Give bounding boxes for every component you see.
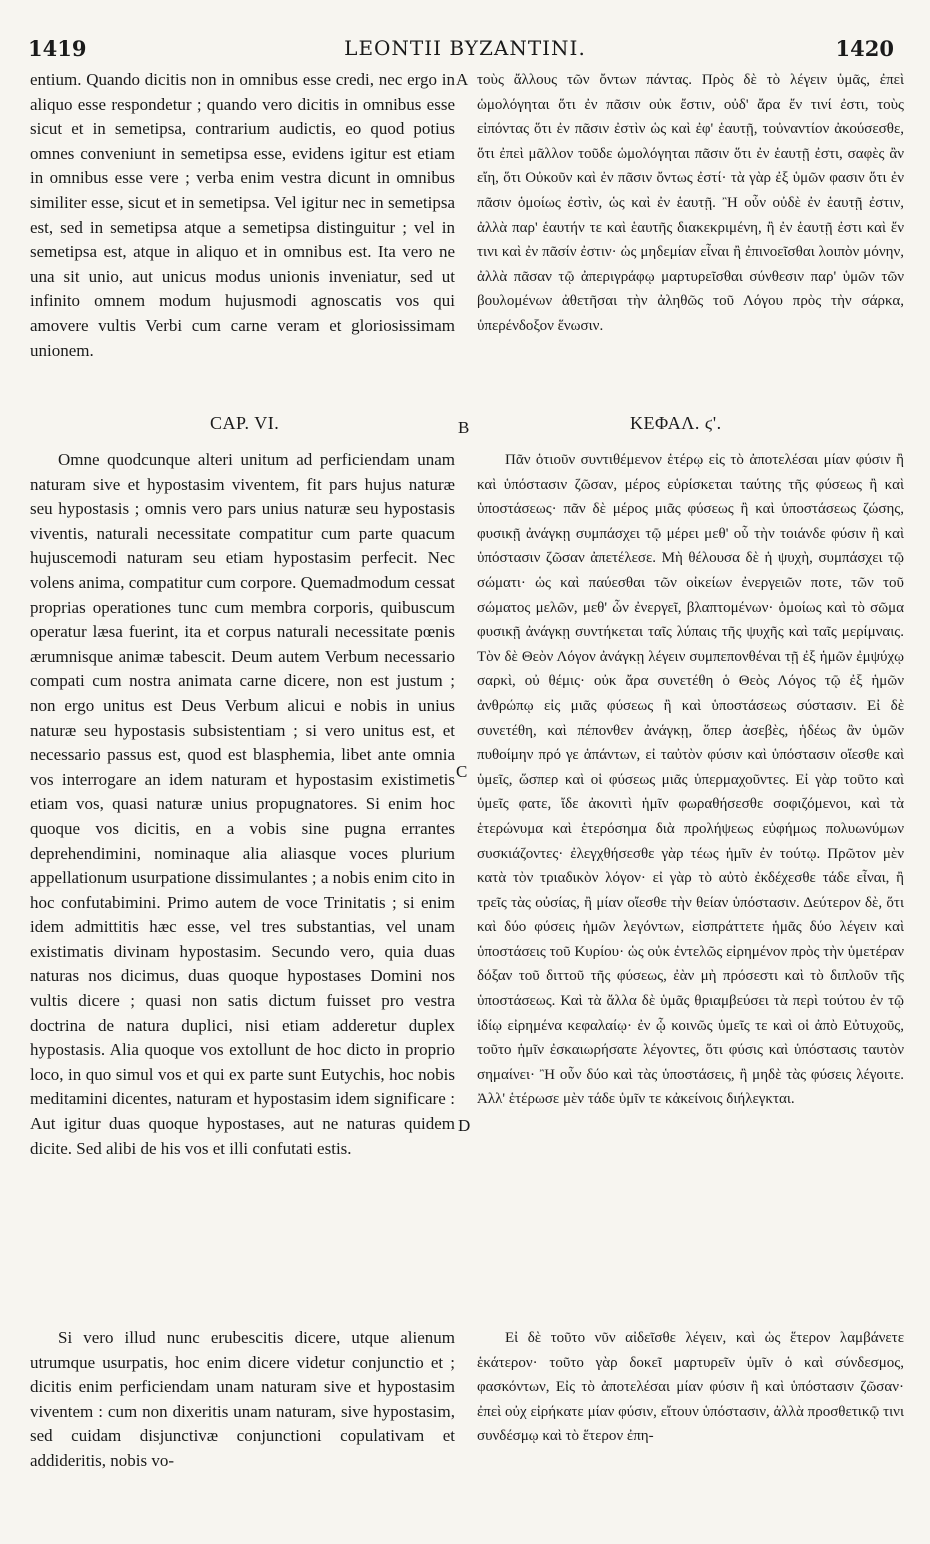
margin-marker-d: D (458, 1116, 471, 1135)
greek-paragraph-2: Πᾶν ὁτιοῦν συντιθέμενον ἑτέρῳ εἰς τὸ ἀποτελέσαι μίαν φύσιν ἢ καὶ ὑπόστασιν ζῶσαν, μέρος εὑρίσκεται ταύτης τῆς φύσεως ἢ καὶ ὑποστάσεως· πᾶν δὲ μέρος μιᾶς φύσεως ἢ καὶ ὑποστάσεως ζώσης, φυσικῇ ἀνάγκῃ συμπάσχει τῷ μέρει μεθ' οὗ τὴν τοιάνδε φύσιν ἢ καὶ ὑπόστασιν ζῶσαν ἀπετέλεσε. Μὴ θέλουσα δὲ ἡ ψυχὴ, συμπάσχει τῷ σώματι· ὡς καὶ παύεσθαι τῶν οἰκείων ἐνεργειῶν ποτε, τῶν τοῦ σώματος μελῶν, μεθ' ὧν ἐνεργεῖ, βλαπτομένων· ὁμοίως καὶ τὸ σῶμα φυσικῇ ἀνάγκῃ συντήκεται ταῖς λύπαις τῆς ψυχῆς καὶ ταῖς μερίμναις. Τὸν δὲ Θεὸν Λόγον ἀνάγκῃ λέγειν συμπεπονθέναι τῇ ἐξ ἡμῶν ἐμψύχῳ σαρκὶ, οὐ θέμις· οὐκ ἄρα συνετέθη ὁ Θεὸς Λόγος τῷ ἐξ ἡμῶν ἀνθρώπῳ εἰς μιᾶς φύσεως ἢ καὶ ὑποστάσεως σύστασιν. Εἰ δὲ συνετέθη, καὶ πέπονθεν ἀνάγκῃ, ὅπερ ἀσεβὲς, ἡδέως ἂν ὑμῶν πυθοίμην πρό γε ἁπάντων, εἰ ταὐτὸν φύσιν καὶ ὑπόστασιν οἴεσθε καὶ ὑμεῖς, ὥσπερ καὶ οἱ φύσεως μιᾶς ὑπερμαχοῦντες. Εἰ γὰρ τοῦτο καὶ ὑμεῖς φατε, ἴδε ἀκονιτὶ ἡμῖν φωραθήσεσθε σοφιζόμενοι, καὶ τὰ ἑτερώνυμα καὶ ἑτερόσημα διὰ προλήψεως εὐφήμως πολυωνύμων συσκιάζοντες· ἐλεγχθήσεσθε γὰρ τέως ἡμῖν ἐν τούτῳ. Πρῶτον μὲν κατὰ τὸν τριαδικὸν λόγον· εἰ γὰρ τὸ αὐτὸ ἐκδέχεσθε τάδε εἶναι, ἢ τρεῖς τὰς οὐσίας, ἢ μίαν οἴεσθε τὴν θείαν ὑπόστασιν. Δεύτερον δὲ, ὅτι καὶ δύο φύσεις ἡμῶν λεγόντων, εἰσπράττετε ἡμᾶς δύο λέγειν καὶ ὑποστάσεις τοῦ Κυρίου· ὡς οὐκ ἐντελῶς εἰρημένον πρὸς τὴν ὑμετέραν δόξαν τοῦ διττοῦ τῆς φύσεως, ἐὰν μὴ πρόσεστι καὶ τὸ διπλοῦν τῆς ὑποστάσεως. Καὶ τὰ ἄλλα δὲ ὑμᾶς θριαμβεύσει τὰ περὶ τούτου ἐν τῷ ἰδίῳ εἰρημένα κεφαλαίῳ· ἐν ᾧ κοινῶς ὑμεῖς τε καὶ οἱ ἀπὸ Εὐτυχοῦς, τοῦτο ἡμῖν ἐσκαιωρήσατε λέγοντες, ὅτι φύσις καὶ ὑπόστασις ταυτὸν σημαίνει· Ἢ οὖν δύο καὶ τὰς ὑποστάσεις, ἢ μηδὲ τὰς φύσεις λέγοιτε. Ἀλλ' ἑτέρωσε μὲν τάδε ὑμῖν τε κἀκείνοις διήλεγκται. (477, 452, 904, 1108)
latin-chapter-heading: CAP. VI. (210, 413, 280, 433)
latin-paragraph-3-block (30, 1326, 455, 1486)
greek-paragraph-1-block (477, 68, 904, 398)
margin-marker-b: B (458, 418, 470, 437)
latin-paragraph-1-block (30, 68, 455, 398)
latin-paragraph-2: Omne quodcunque alteri unitum ad perficiendam unam naturam sive et hypostasim viventem, fit pars hujus naturæ seu hypostasis ; omnis vero pars unius naturæ seu hypostasis viventis, naturali necessitate compatitur cum parte quacum hujuscemodi naturam seu etiam hypostasim perfecit. Nec volens anima, compatitur cum corpore. Quemadmodum cessat proprias operationes tunc cum membra corporis, quibuscum operatur læsa fuerint, ita et corpus naturali necessitate pœnis ærumnisque animæ tabescit. Deum autem Verbum necessario compati cum nostra animata carne dicere, non est justum ; non ergo unitus est Deus Verbum alicui e nobis in unius naturæ seu hypostasis subsistentiam ; si vero unitus est, et necessario passus est, quod est blasphemia, libet ante omnia vos interrogare an idem naturam et hypostasim existimetis etiam vos, quasi naturæ unius propugnatores. Si enim hoc quoque vos dicitis, en a vobis sine pugna errantes deprehendimini, nominaque alia aliasque voces plurium appellationum usurpatione dissimulantes ; a nobis enim cito in hoc confutabimini. Primo autem de voce Trinitatis ; si enim idem admittitis hæc esse, vel tres substantias, vel unam existimatis divinam hypostasim. Secundo vero, quia duas naturas nos dicimus, duas quoque hypostases Domini nos vultis dicere ; quasi non satis dictum fuisset pro vestra doctrina de natura duplici, nisi etiam adderetur duplex hypostasis. Alia quoque vos extollunt de hoc dicto in proprio loco, in quo simul vos et qui ex parte sunt Eutychis, hoc nobis meditamini dicentes, naturam et hypostasim idem significare : Aut igitur duas quoque hypostases, aut ne naturas quidem dicite. Sed alibi de his vos et illi confutati estis. (30, 450, 455, 1158)
greek-paragraph-3-block (477, 1326, 904, 1496)
latin-paragraph-3: Si vero illud nunc erubescitis dicere, utque alienum utrumque usurpatis, hoc enim dicere videtur conjunctio et ; dicitis enim perficiendam unam naturam sive et hypostasim viventem : cum non dixeritis unam naturam, sive hypostasim, sed cuidam disjunctivæ conjunctioni copulativam et addideritis, nobis vo- (30, 1328, 455, 1470)
greek-paragraph-2-block (477, 448, 904, 1318)
margin-marker-c: C (456, 762, 468, 781)
latin-paragraph-1: entium. Quando dicitis non in omnibus esse credi, nec ergo in aliquo esse respondetur ; quando vero dicitis in omnibus esse sicut et in semetipsa, contrarium audictis, eo quod potius omnes conveniunt in semetipsa esse, evidens igitur est etiam in omnibus esse vere ; verba enim vestra dicunt in omnibus similiter esse, sicut et in semetipsa. Vel igitur nec in semetipsa est, sed in semetipsa atque a semetipsa distinguitur ; vel in semetipsa est, atque in aliquo et in omnibus est. Ita vero ne una sit unio, aut unicus modus unionis inveniatur, sed ut infinito omnem modum hujusmodi agnoscatis vos qui amovere vultis Verbi cum carne veram et gloriosissimam unionem. (30, 70, 455, 360)
greek-chapter-heading: ΚΕΦΑΛ. ϛ'. (630, 413, 722, 433)
running-title: LEONTII BYZANTINI. (344, 36, 586, 60)
greek-paragraph-1: τοὺς ἄλλους τῶν ὄντων πάντας. Πρὸς δὲ τὸ λέγειν ὑμᾶς, ἐπεὶ ὡμολόγηται ὅτι ἐν πᾶσιν οὐκ ἔστιν, οὐδ' ἄρα ἔν τινί ἐστι, τοὺς εἰπόντας ὅτι ἐν πᾶσιν ἐστὶν ὡς καὶ ἐφ' ἑαυτῇ, τοὐναντίον ἀκούσεσθε, ὅτι ἐπεὶ μᾶλλον τοῦδε ὡμολόγηται πᾶσιν ὅτι ἐν ἑαυτῇ ἐστι, σαφὲς ἂν εἴη, ὅτι Οὐκοῦν καὶ ἐν πᾶσιν ὄντως ἐστί· τὰ γὰρ ἐξ ὑμῶν φασιν ὅτι ἐν πᾶσιν ὁμοίως ἐστὶν, ὡς καὶ ἐν ἑαυτῇ. Ἢ οὖν οὐδὲ ἐν ἑαυτῇ ἐστιν, ἀλλὰ παρ' ἑαυτήν τε καὶ ἑαυτῆς διακεκριμένη, ἢ ἐν ἑαυτῇ ἐστι καὶ ἔν τινι καὶ ἐν πᾶσίν ἐστιν· ὡς μηδεμίαν εἶναι ἢ ἐπινοεῖσθαι λοιπὸν μόνην, ἀλλὰ πᾶσαν τῷ ἀπεριγράφῳ μαρτυρεῖσθαι σύνθεσιν παρ' ὑμῶν τῶν βουλομένων ἀθετῆσαι τὴν ἀληθῶς τοῦ Λόγου πρὸς τὴν σάρκα, ὑπερένδοξον ἕνωσιν. (477, 72, 904, 334)
running-header (0, 36, 930, 66)
margin-marker-a: A (456, 70, 469, 89)
page-number-right: 1420 (835, 36, 894, 61)
greek-paragraph-3: Εἰ δὲ τοῦτο νῦν αἰδεῖσθε λέγειν, καὶ ὡς ἕτερον λαμβάνετε ἑκάτερον· τοῦτο γὰρ δοκεῖ μαρτυρεῖν ὑμῖν ὁ καὶ σύνδεσμος, φασκόντων, Εἰς τὸ ἀποτελέσαι μίαν φύσιν ἢ καὶ ὑπόστασιν ζῶσαν· ἐπεὶ οὐχ εἰρήκατε μίαν φύσιν, εἴτουν ὑπόστασιν, ἀλλὰ προσθετικῷ τινι συνδέσμῳ καὶ τὸ ἕτερον ἐπη- (477, 1330, 904, 1445)
latin-paragraph-2-block (30, 448, 455, 1278)
page-number-left: 1419 (28, 36, 87, 61)
